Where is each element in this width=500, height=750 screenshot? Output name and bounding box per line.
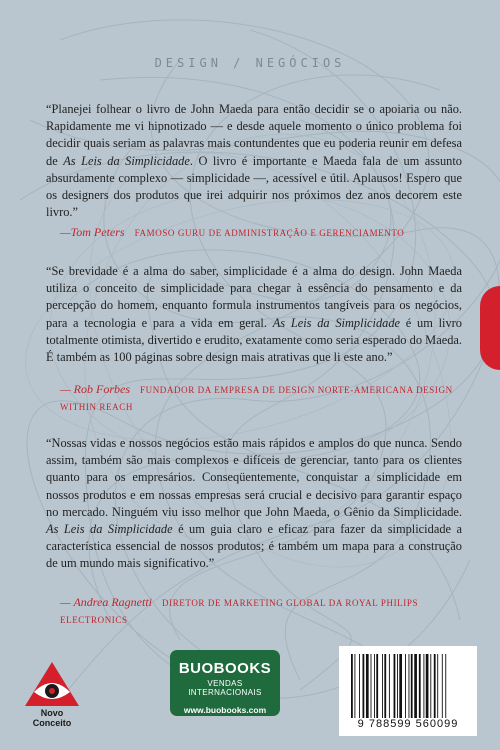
barcode-bar — [366, 654, 369, 718]
attribution-rob-forbes — [60, 381, 460, 415]
barcode-bar — [374, 654, 375, 718]
attribution-title: FUNDADOR DA EMPRESA DE DESIGN NORTE-AMERICANA DESIGN WITHIN REACH — [60, 385, 453, 412]
attribution-title: FAMOSO GURU DE ADMINISTRAÇÃO E GERENCIAMENTO — [134, 228, 405, 238]
barcode-bar — [419, 654, 421, 718]
barcode-bar — [411, 654, 413, 718]
attribution-tom-peters — [60, 224, 460, 241]
barcode-bar — [394, 654, 396, 718]
barcode-bar — [437, 654, 438, 718]
barcode-bar — [414, 654, 417, 718]
store-url: www.buobooks.com — [183, 705, 267, 715]
barcode-bar — [430, 654, 431, 718]
barcode-bar — [354, 654, 355, 718]
attribution-name: — Andrea Ragnetti — [60, 595, 152, 609]
barcode-bar — [399, 654, 402, 718]
barcode-bar — [351, 654, 353, 718]
isbn-barcode — [339, 646, 477, 736]
quote-rob-forbes: “Se brevidade é a alma do saber, simplicidade é a alma do design. John Maeda utiliza o conceito de simplicidade para chegar à essência do pensamento e da percepção do homem, enquanto formula instrumentos tangíveis para os negócios, para a tecnologia e para a vida em geral. As Leis da Simplicidade é um livro totalmente otimista, divertido e erudito, exatamente como seria esperado do Maeda. É também as 100 páginas sobre design mais atrativas que li este ano.” — [46, 264, 462, 365]
barcode-bar — [426, 654, 429, 718]
barcode-bar — [405, 654, 406, 718]
attribution-name: — Rob Forbes — [60, 382, 130, 396]
category-heading: DESIGN / NEGÓCIOS — [154, 56, 346, 70]
barcode-bar — [376, 654, 378, 718]
quote-tom-peters: “Planejei folhear o livro de John Maeda para então decidir se o apoiaria ou não. Rapidamente me vi hipnotizado — e desde aquele momento o único problema foi decidir quais seriam as palavras mais contundentes que eu poderia reunir em defesa de As Leis da Simplicidade. O livro é importante e Maeda fala de um assunto absurdamente complexo — simplicidade —, acessível e útil. Aplausos! Espero que os designers dos produtos que irei adquirir nos próximos dez anos decorem este livro.” — [46, 102, 462, 220]
store-name: BUOBOOKS — [178, 660, 272, 677]
isbn-number: 9 788599 560099 — [357, 718, 459, 730]
barcode-bar — [409, 654, 410, 718]
barcode-bar — [434, 654, 436, 718]
barcode-bar — [363, 654, 365, 718]
barcode-bar — [397, 654, 398, 718]
store-subtitle: VENDAS INTERNACIONAIS — [188, 679, 262, 697]
barcode-bar — [371, 654, 372, 718]
barcode-bar — [359, 654, 360, 718]
barcode-bar — [442, 654, 443, 718]
barcode-bar — [423, 654, 424, 718]
attribution-andrea-ragnetti — [60, 594, 460, 628]
attribution-title: DIRETOR DE MARKETING GLOBAL DA ROYAL PHILIPS ELECTRONICS — [60, 598, 419, 625]
barcode-bar — [445, 654, 446, 718]
red-edge-tab — [480, 286, 500, 370]
quote-andrea-ragnetti: “Nossas vidas e nossos negócios estão mais rápidos e amplos do que nunca. Sendo assim, também são mais complexos e difíceis de gerenciar, tanto para os clientes quanto para os empresários. Conseqüentemente, conquistar a simplicidade em nossos produtos e em nossas empresas será crucial e decisivo para garantir espaço no mercado. Ninguém viu isso melhor que John Maeda, o Gênio da Simplicidade. As Leis da Simplicidade é um guia claro e eficaz para fazer da simplicidade a característica essencial de nossos produtos; é também um mapa para a construção de um mundo mais significativo.” — [46, 436, 462, 571]
barcode-bars — [349, 654, 469, 718]
barcode-bar — [382, 654, 383, 718]
publisher-eye-icon — [22, 660, 82, 710]
publisher-logo — [22, 660, 82, 735]
buobooks-badge — [170, 650, 280, 716]
barcode-bar — [389, 654, 390, 718]
attribution-name: —Tom Peters — [60, 225, 125, 239]
publisher-name: Novo Conceito — [32, 708, 72, 728]
barcode-bar — [384, 654, 386, 718]
